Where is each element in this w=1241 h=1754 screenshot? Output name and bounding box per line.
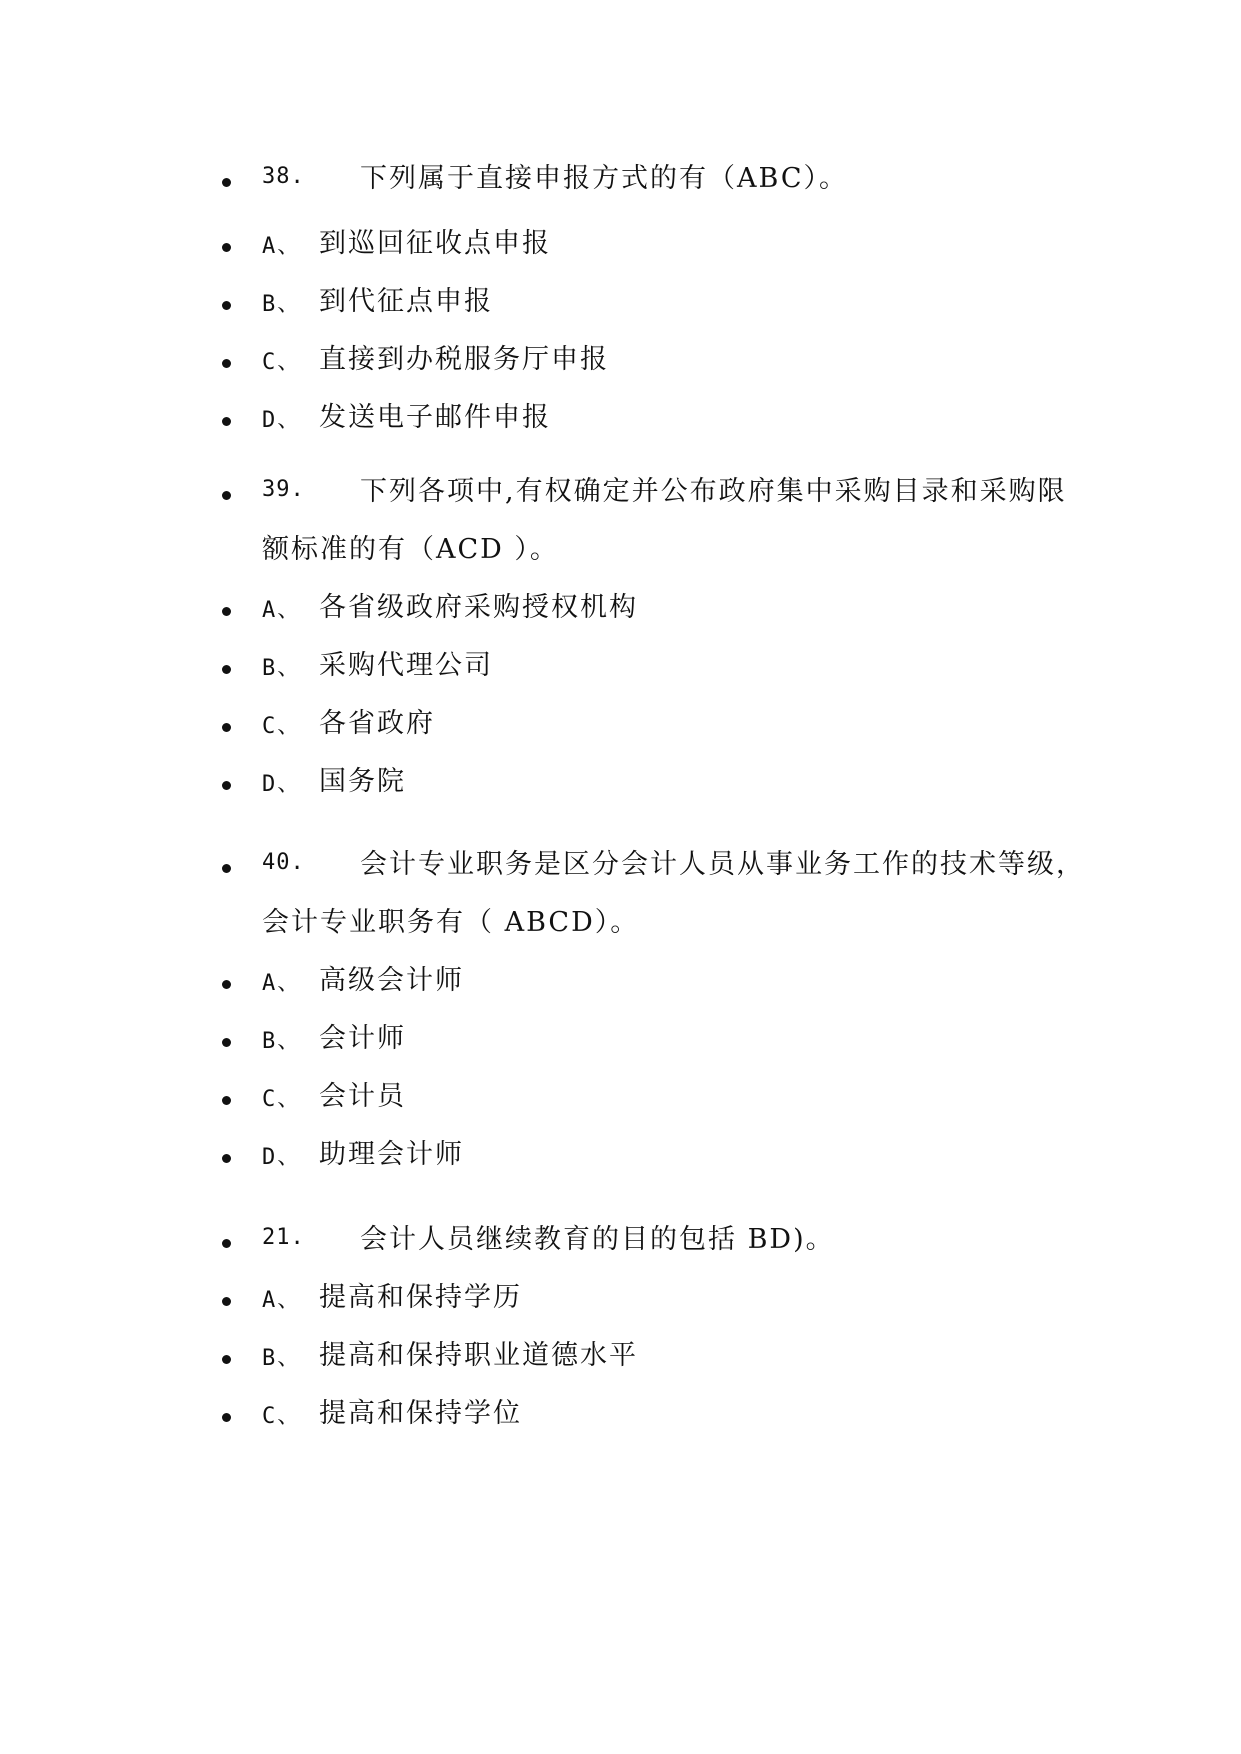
option-item — [222, 695, 1102, 760]
question-39 — [222, 463, 1102, 853]
option-letter: D、 — [262, 1145, 302, 1170]
bullet-icon — [222, 359, 231, 368]
option-item — [222, 579, 1102, 644]
question-number: 38. — [262, 164, 305, 189]
option-text: 提高和保持职业道德水平 — [319, 1340, 638, 1371]
option-text: 各省政府 — [319, 708, 435, 739]
question-number: 40. — [262, 850, 305, 875]
option-text: 提高和保持学历 — [319, 1282, 522, 1313]
option-item — [222, 1068, 1102, 1133]
option-text: 到巡回征收点申报 — [319, 228, 551, 259]
option-text: 到代征点申报 — [319, 286, 493, 317]
question-number: 21. — [262, 1225, 305, 1250]
option-item — [222, 273, 1102, 338]
option-letter: B、 — [262, 1346, 302, 1371]
option-item — [222, 952, 1102, 1017]
option-item — [222, 331, 1102, 396]
option-text: 会计员 — [319, 1081, 406, 1112]
question-text: 下列各项中,有权确定并公布政府集中采购目录和采购限 — [360, 476, 1067, 507]
option-letter: A、 — [262, 598, 302, 623]
bullet-icon — [222, 864, 231, 873]
option-letter: B、 — [262, 656, 302, 681]
bullet-icon — [222, 980, 231, 989]
bullet-icon — [222, 607, 231, 616]
question-text: 下列属于直接申报方式的有（ABC）。 — [360, 163, 848, 194]
question-text-line2: 会计专业职务有（ ABCD）。 — [262, 907, 640, 938]
question-21 — [222, 1211, 1102, 1471]
bullet-icon — [222, 417, 231, 426]
question-stem — [222, 1211, 1102, 1276]
option-text: 高级会计师 — [319, 965, 464, 996]
question-stem — [222, 463, 1102, 528]
bullet-icon — [222, 301, 231, 310]
option-item — [222, 389, 1102, 454]
bullet-icon — [222, 243, 231, 252]
question-text: 会计人员继续教育的目的包括 BD)。 — [360, 1224, 835, 1255]
option-text: 国务院 — [319, 766, 406, 797]
bullet-icon — [222, 665, 231, 674]
option-letter: D、 — [262, 408, 302, 433]
option-item — [222, 215, 1102, 280]
question-38 — [222, 150, 1102, 475]
option-letter: A、 — [262, 1288, 302, 1313]
option-text: 发送电子邮件申报 — [319, 402, 551, 433]
question-stem — [222, 150, 1102, 215]
option-text: 会计师 — [319, 1023, 406, 1054]
option-text: 提高和保持学位 — [319, 1398, 522, 1429]
option-item — [222, 1385, 1102, 1450]
option-text: 各省级政府采购授权机构 — [319, 592, 638, 623]
option-letter: C、 — [262, 1404, 302, 1429]
option-letter: A、 — [262, 234, 302, 259]
bullet-icon — [222, 1355, 231, 1364]
option-letter: C、 — [262, 1087, 302, 1112]
bullet-icon — [222, 1413, 231, 1422]
option-item — [222, 753, 1102, 818]
option-letter: A、 — [262, 971, 302, 996]
option-letter: B、 — [262, 1029, 302, 1054]
option-item — [222, 1269, 1102, 1334]
question-stem-continued — [222, 521, 1102, 586]
option-letter: D、 — [262, 772, 302, 797]
option-item — [222, 1010, 1102, 1075]
question-text-line2: 额标准的有（ACD ）。 — [262, 534, 559, 565]
bullet-icon — [222, 491, 231, 500]
option-letter: C、 — [262, 714, 302, 739]
question-stem-continued — [222, 894, 1102, 959]
option-item — [222, 1327, 1102, 1392]
option-text: 采购代理公司 — [319, 650, 493, 681]
question-40 — [222, 836, 1102, 1226]
bullet-icon — [222, 1154, 231, 1163]
bullet-icon — [222, 1038, 231, 1047]
bullet-icon — [222, 178, 231, 187]
bullet-icon — [222, 723, 231, 732]
bullet-icon — [222, 781, 231, 790]
option-item — [222, 1126, 1102, 1191]
option-text: 直接到办税服务厅申报 — [319, 344, 609, 375]
option-letter: B、 — [262, 292, 302, 317]
question-text: 会计专业职务是区分会计人员从事业务工作的技术等级， — [360, 849, 1085, 880]
bullet-icon — [222, 1297, 231, 1306]
question-number: 39. — [262, 477, 305, 502]
bullet-icon — [222, 1239, 231, 1248]
bullet-icon — [222, 1096, 231, 1105]
option-text: 助理会计师 — [319, 1139, 464, 1170]
option-letter: C、 — [262, 350, 302, 375]
option-item — [222, 637, 1102, 702]
question-stem — [222, 836, 1102, 901]
